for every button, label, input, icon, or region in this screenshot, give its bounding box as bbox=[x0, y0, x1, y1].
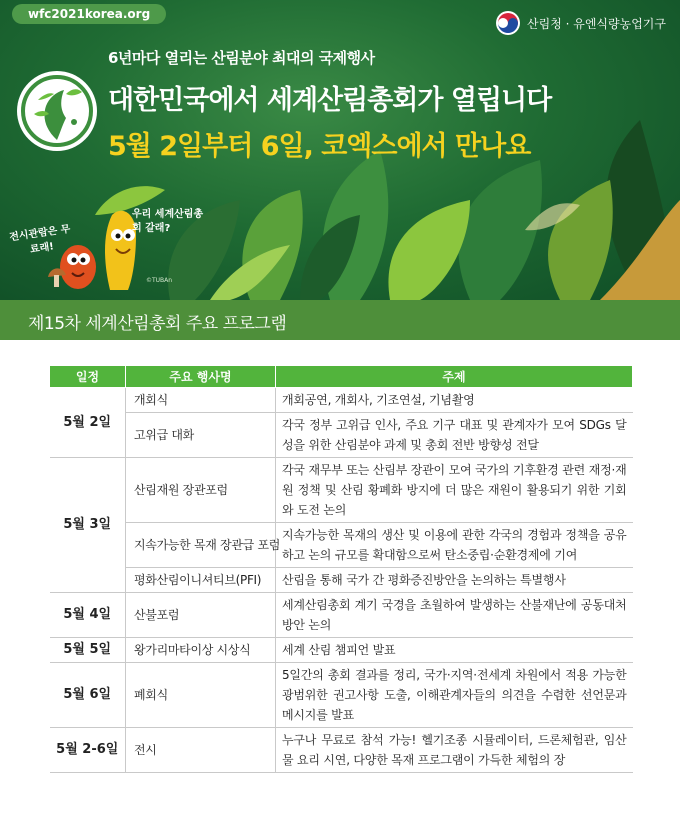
topic-cell: 누구나 무료로 참석 가능! 헬기조종 시뮬레이터, 드론체험관, 임산물 요리 시연, 다양한 목재 프로그램이 가득한 체험의 장 bbox=[276, 728, 633, 773]
date-cell: 5월 6일 bbox=[50, 663, 126, 728]
table-row bbox=[50, 728, 633, 773]
topic-cell: 각국 정부 고위급 인사, 주요 기구 대표 및 관계자가 모여 SDGs 달성을 위한 산림분야 과제 및 총회 전반 방향성 전달 bbox=[276, 413, 633, 458]
speech-bubble-invite: 우리 세계산림총회 갈래? bbox=[132, 209, 204, 234]
table-row bbox=[50, 458, 633, 523]
event-name-cell: 왕가리마타이상 시상식 bbox=[126, 638, 276, 663]
subheadline: 6년마다 열리는 산림분야 최대의 국제행사 bbox=[108, 49, 375, 67]
topic-cell: 지속가능한 목재의 생산 및 이용에 관한 각국의 경험과 정책을 공유하고 논의 규모를 확대함으로써 탄소중립·순환경제에 기여 bbox=[276, 523, 633, 568]
event-name-cell: 지속가능한 목재 장관급 포럼 bbox=[126, 523, 276, 568]
date-cell: 5월 2-6일 bbox=[50, 728, 126, 773]
topic-cell: 세계산림총회 계기 국경을 초월하여 발생하는 산불재난에 공동대처방안 논의 bbox=[276, 593, 633, 638]
headline: 대한민국에서 세계산림총회가 열립니다 bbox=[108, 85, 552, 116]
event-name-cell: 산림재원 장관포럼 bbox=[126, 458, 276, 523]
event-name-cell: 산불포럼 bbox=[126, 593, 276, 638]
event-name-cell: 전시 bbox=[126, 728, 276, 773]
column-header-date: 일정 bbox=[50, 366, 126, 388]
column-header-event: 주요 행사명 bbox=[126, 366, 276, 388]
topic-cell: 세계 산림 챔피언 발표 bbox=[276, 638, 633, 663]
wfc-logo-icon bbox=[16, 70, 98, 152]
table-header-row bbox=[50, 366, 633, 388]
topic-cell: 개회공연, 개회사, 기조연설, 기념촬영 bbox=[276, 388, 633, 413]
table-row bbox=[50, 388, 633, 413]
topic-cell: 5일간의 총회 결과를 정리, 국가·지역·전세계 차원에서 적용 가능한 광범위한 권고사항 도출, 이해관계자들의 의견을 수렴한 선언문과 메시지를 발표 bbox=[276, 663, 633, 728]
event-name-cell: 평화산림이니셔티브(PFI) bbox=[126, 568, 276, 593]
copyright-mark: ©TUBAn bbox=[146, 277, 173, 284]
banner bbox=[0, 0, 680, 300]
speech-bubble-free-admission: 전시관람은 무료래! bbox=[8, 223, 72, 256]
event-name-cell: 개회식 bbox=[126, 388, 276, 413]
date-cell: 5월 4일 bbox=[50, 593, 126, 638]
taeguk-emblem-icon bbox=[495, 10, 521, 36]
table-row bbox=[50, 413, 633, 458]
table-row bbox=[50, 568, 633, 593]
program-table bbox=[49, 365, 633, 773]
program-title: 제15차 세계산림총회 주요 프로그램 bbox=[28, 314, 287, 334]
organizations-label: 산림청 · 유엔식량농업기구 bbox=[527, 16, 666, 31]
table-row bbox=[50, 593, 633, 638]
date-headline: 5월 2일부터 6일, 코엑스에서 만나요 bbox=[108, 131, 531, 162]
column-header-topic: 주제 bbox=[276, 366, 633, 388]
organizations bbox=[495, 10, 666, 36]
table-row bbox=[50, 638, 633, 663]
event-name-cell: 폐회식 bbox=[126, 663, 276, 728]
topic-cell: 산림을 통해 국가 간 평화증진방안을 논의하는 특별행사 bbox=[276, 568, 633, 593]
table-row bbox=[50, 663, 633, 728]
date-cell: 5월 5일 bbox=[50, 638, 126, 663]
program-title-bar bbox=[0, 300, 680, 340]
date-cell: 5월 3일 bbox=[50, 458, 126, 593]
program-table-wrapper bbox=[49, 365, 632, 773]
topic-cell: 각국 재무부 또는 산림부 장관이 모여 국가의 기후환경 관련 재정·재원 정책 및 산림 황폐화 방지에 더 많은 재원이 활용되기 위한 기회와 도전 논의 bbox=[276, 458, 633, 523]
date-cell: 5월 2일 bbox=[50, 388, 126, 458]
site-url-pill[interactable]: wfc2021korea.org bbox=[12, 4, 166, 24]
table-row bbox=[50, 523, 633, 568]
event-name-cell: 고위급 대화 bbox=[126, 413, 276, 458]
